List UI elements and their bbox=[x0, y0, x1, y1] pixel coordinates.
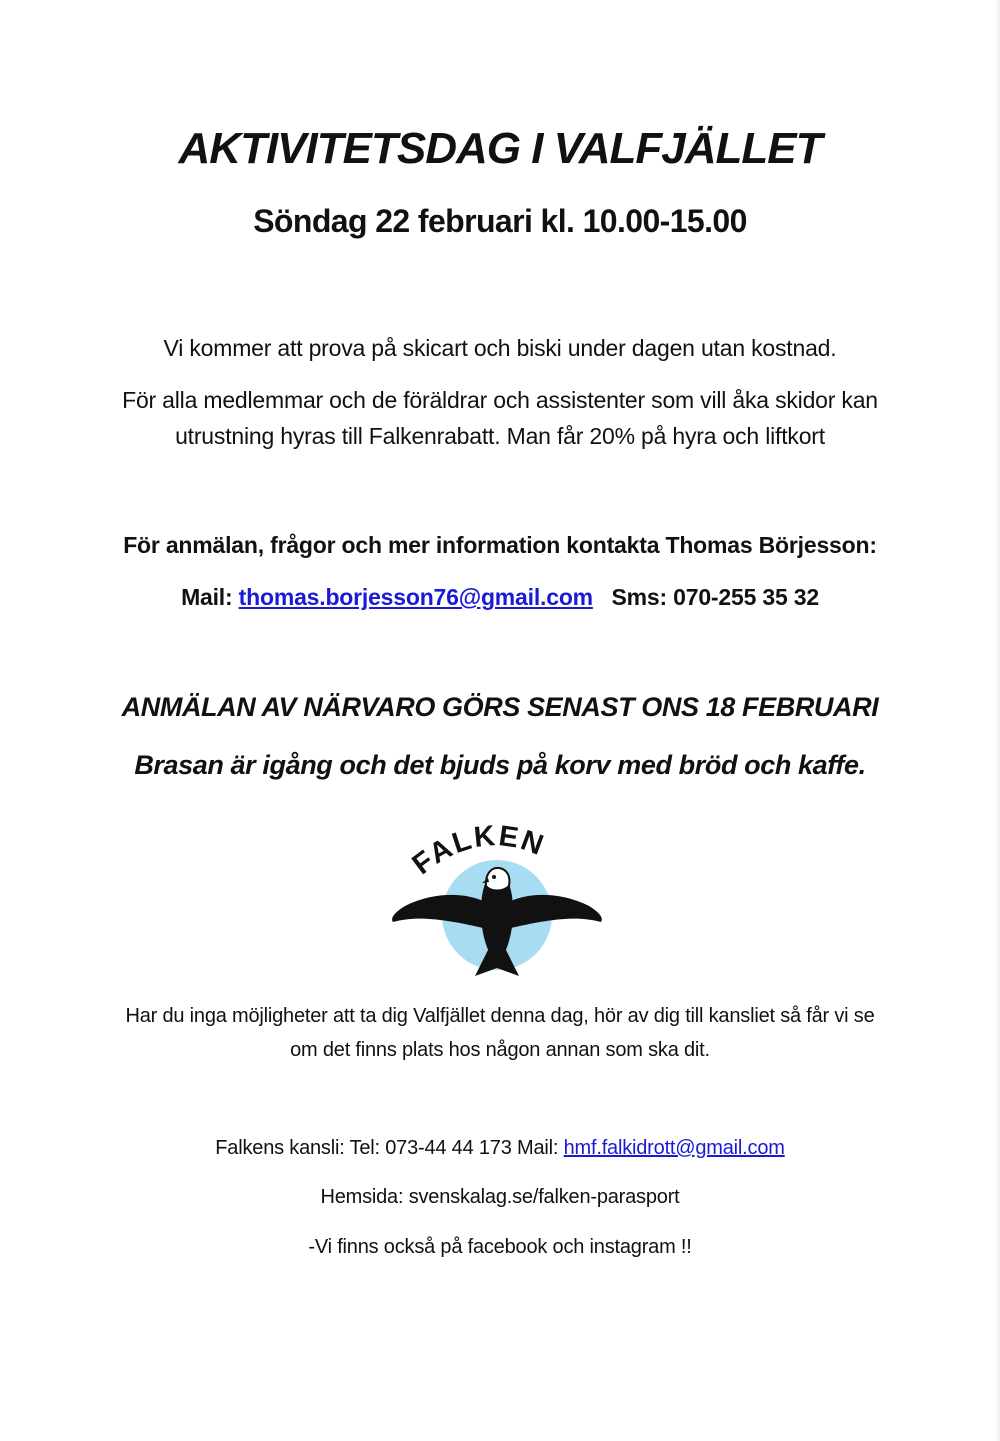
deadline-notice: ANMÄLAN AV NÄRVARO GÖRS SENAST ONS 18 FEBRUARI bbox=[121, 692, 879, 722]
event-date: Söndag 22 februari kl. 10.00-15.00 bbox=[253, 203, 747, 239]
intro-line-3: utrustning hyras till Falkenrabatt. Man får 20% på hyra och liftkort bbox=[175, 423, 825, 449]
falcon-logo-icon bbox=[385, 820, 610, 985]
logo-eye bbox=[492, 875, 496, 879]
logo-right-wing bbox=[509, 895, 602, 928]
logo-head bbox=[486, 868, 510, 891]
refreshment-notice: Brasan är igång och det bjuds på korv med bröd och kaffe. bbox=[134, 750, 866, 780]
info-line-2: om det finns plats hos någon annan som ska dit. bbox=[290, 1039, 710, 1061]
sms-label: Sms: bbox=[611, 584, 667, 610]
intro-line-2: För alla medlemmar och de föräldrar och assistenter som vill åka skidor kan bbox=[122, 387, 878, 413]
logo-body bbox=[481, 884, 513, 952]
office-contact-line bbox=[0, 1132, 1000, 1165]
mail-label: Mail: bbox=[181, 584, 233, 610]
office-contact-text: Falkens kansli: Tel: 073-44 44 173 Mail: bbox=[215, 1137, 559, 1159]
info-line-1: Har du inga möjligheter att ta dig Valfjället denna dag, hör av dig till kansliet så får vi se bbox=[125, 1005, 875, 1027]
intro-line-1: Vi kommer att prova på skicart och biski under dagen utan kostnad. bbox=[163, 335, 837, 361]
sms-number: 070-255 35 32 bbox=[673, 584, 819, 610]
homepage-line: Hemsida: svenskalag.se/falken-parasport bbox=[320, 1186, 680, 1208]
logo-left-wing bbox=[392, 895, 485, 928]
logo-text: FALKEN bbox=[406, 820, 550, 882]
social-line: -Vi finns också på facebook och instagram !! bbox=[308, 1236, 692, 1258]
contact-heading: För anmälan, frågor och mer information kontakta Thomas Börjesson: bbox=[123, 532, 877, 558]
contact-line bbox=[0, 584, 1000, 611]
page-title: AKTIVITETSDAG I VALFJÄLLET bbox=[178, 124, 822, 173]
office-email-link[interactable]: hmf.falkidrott@gmail.com bbox=[563, 1137, 785, 1159]
contact-email-link[interactable]: thomas.borjesson76@gmail.com bbox=[238, 584, 593, 610]
